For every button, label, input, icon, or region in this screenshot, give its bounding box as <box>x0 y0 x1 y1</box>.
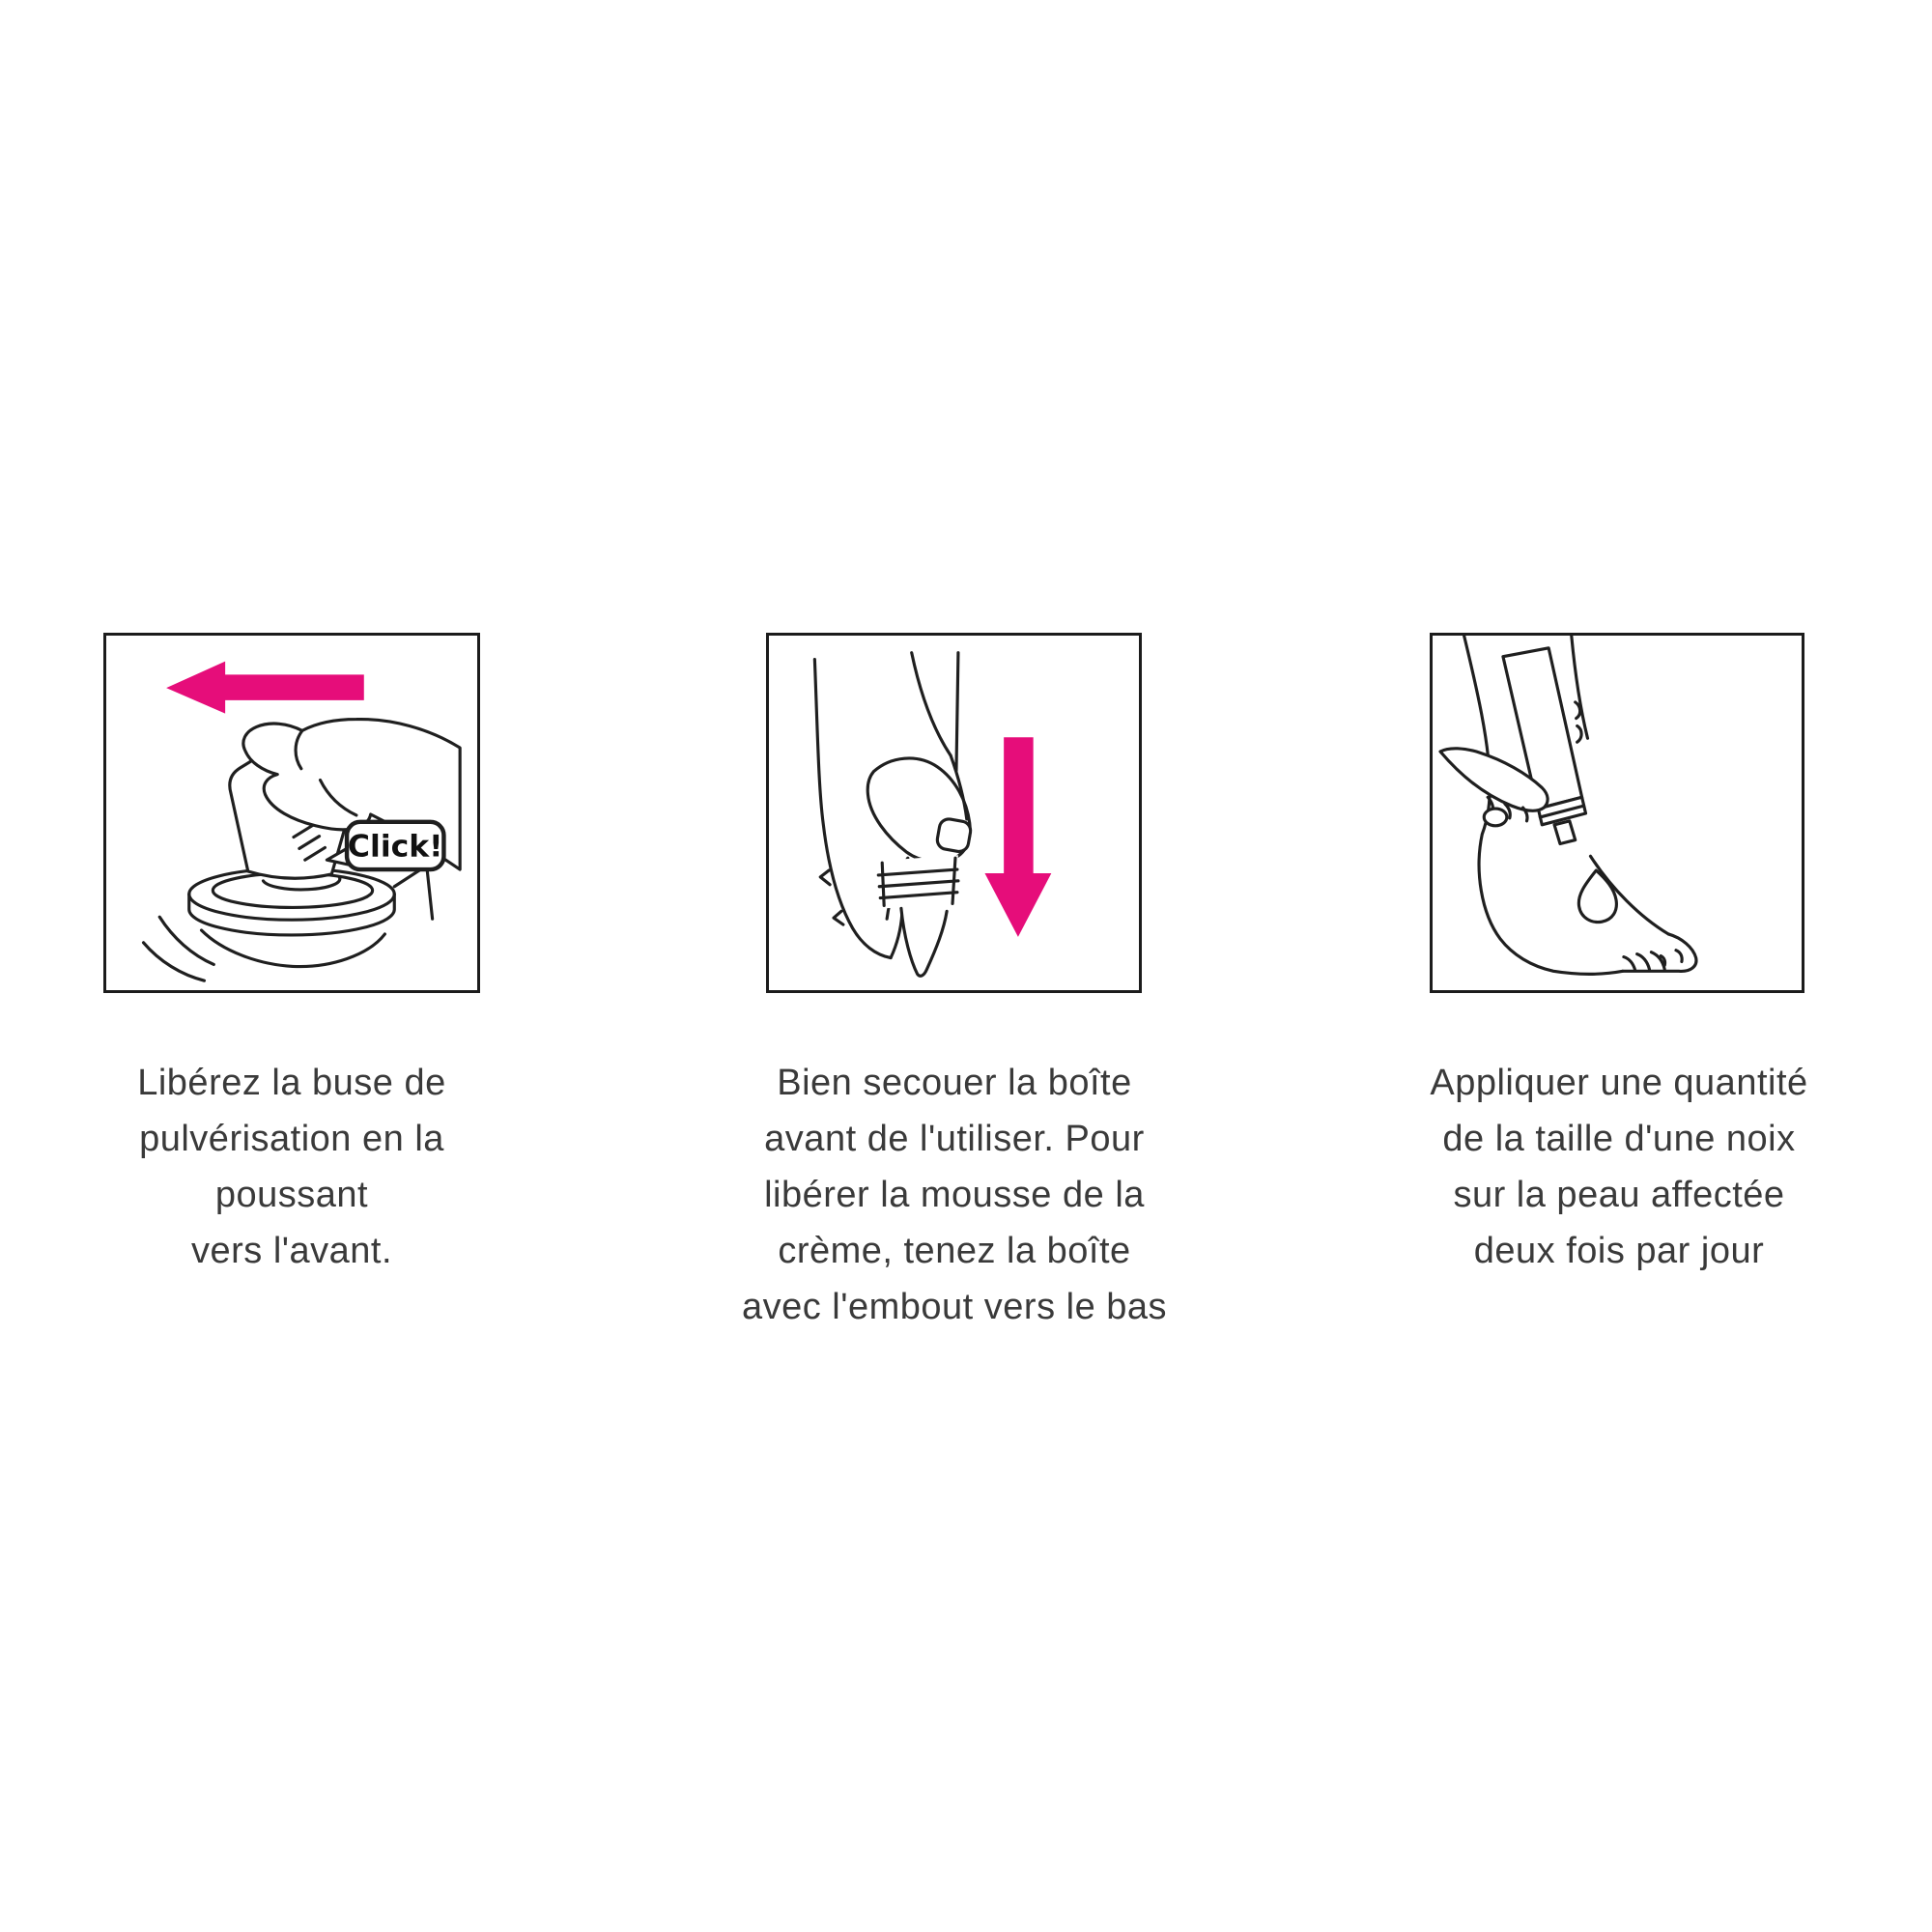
step-3-caption <box>1349 1055 1889 1279</box>
caption-line: avec l'embout vers le bas <box>741 1287 1168 1327</box>
caption-line: sur la peau affectée <box>1453 1175 1785 1215</box>
step-1-illustration <box>106 636 477 990</box>
foam-can <box>1503 648 1586 844</box>
step-1-caption <box>21 1055 562 1279</box>
nozzle-cone <box>901 908 947 976</box>
caption-line: poussant <box>214 1175 369 1215</box>
caption-line: Bien secouer la boîte <box>777 1063 1132 1103</box>
caption-line: crème, tenez la boîte <box>778 1231 1131 1271</box>
step-1-panel <box>103 633 480 993</box>
toes <box>1623 934 1696 971</box>
caption-line: vers l'avant. <box>190 1231 393 1271</box>
can-side-flap <box>394 866 432 919</box>
holding-hand <box>144 917 214 980</box>
caption-line: pulvérisation en la <box>139 1119 444 1159</box>
can-cap-rings <box>878 855 958 908</box>
arrow-left-icon <box>166 662 364 714</box>
caption-line: deux fois par jour <box>1473 1231 1765 1271</box>
arrow-down-icon <box>984 737 1051 937</box>
caption-line: de la taille d'une noix <box>1442 1119 1796 1159</box>
step-2-illustration <box>769 636 1139 990</box>
step-3-illustration <box>1433 636 1802 990</box>
caption-line: Appliquer une quantité <box>1430 1063 1808 1103</box>
caption-line: libérer la mousse de la <box>764 1175 1145 1215</box>
click-callout-text: Click! <box>347 829 443 865</box>
spray-can-rim <box>189 868 395 967</box>
cream-drop <box>1578 870 1616 923</box>
caption-line: avant de l'utiliser. Pour <box>764 1119 1145 1159</box>
step-2-panel <box>766 633 1142 993</box>
step-2-caption <box>684 1055 1225 1335</box>
caption-line: Libérez la buse de <box>137 1063 446 1103</box>
step-3-panel <box>1430 633 1804 993</box>
